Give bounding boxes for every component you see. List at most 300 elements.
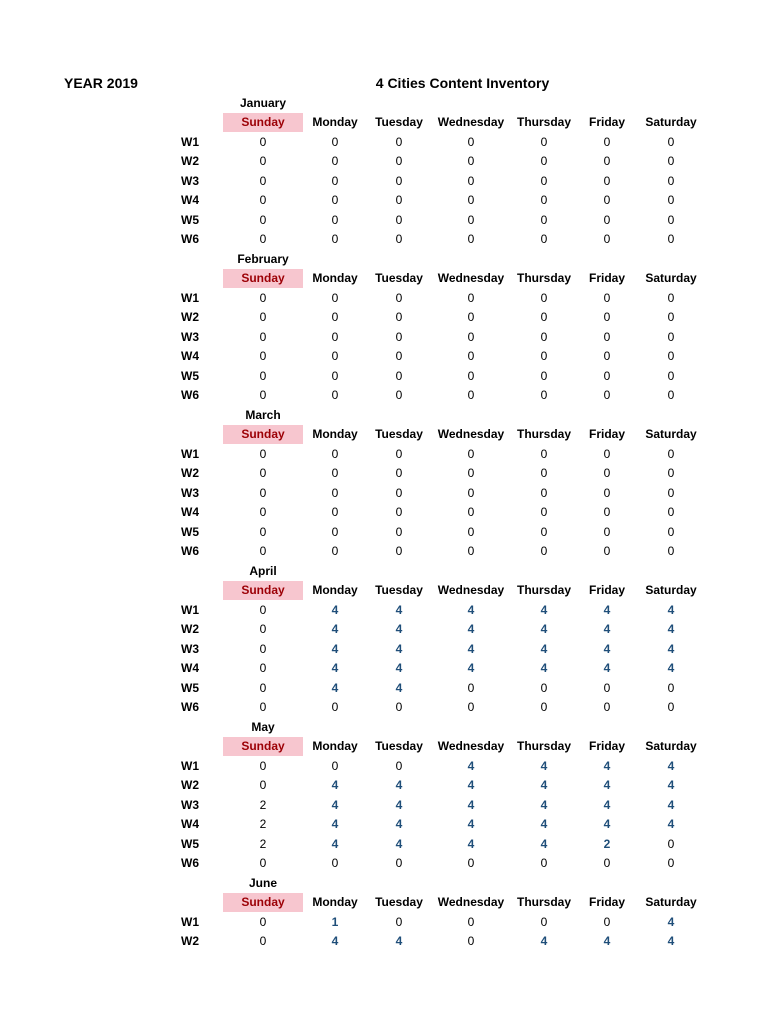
table-cell[interactable]: 0 (603, 212, 611, 227)
table-cell[interactable]: 0 (603, 154, 611, 168)
table-cell[interactable]: 0 (540, 680, 548, 695)
table-cell[interactable]: 0 (331, 466, 339, 480)
day-header-wednesday: Wednesday (437, 115, 505, 129)
table-cell[interactable]: 4 (667, 797, 675, 812)
table-cell[interactable]: 0 (540, 700, 548, 714)
month-label-february: February (237, 252, 289, 266)
table-cell[interactable]: 4 (395, 836, 403, 851)
week-label: W1 (181, 914, 199, 929)
day-header-monday: Monday (312, 427, 358, 441)
day-header-tuesday: Tuesday (375, 583, 423, 597)
table-cell[interactable]: 4 (540, 797, 548, 812)
day-header-thursday: Thursday (516, 271, 571, 285)
table-cell[interactable]: 0 (331, 758, 339, 773)
week-label: W6 (181, 856, 199, 870)
week-label: W5 (181, 524, 199, 539)
table-cell[interactable]: 0 (259, 134, 267, 149)
day-header-saturday: Saturday (645, 271, 697, 285)
table-cell[interactable]: 4 (540, 661, 548, 675)
table-cell[interactable]: 4 (331, 641, 339, 656)
table-cell[interactable]: 0 (540, 134, 548, 149)
table-cell[interactable]: 0 (331, 173, 339, 188)
table-cell[interactable]: 0 (467, 505, 475, 519)
table-cell[interactable]: 4 (667, 817, 675, 831)
table-cell[interactable]: 0 (467, 700, 475, 714)
table-cell[interactable]: 4 (603, 934, 611, 948)
table-cell[interactable]: 0 (331, 446, 339, 461)
table-cell[interactable]: 0 (603, 310, 611, 324)
table-cell[interactable]: 0 (603, 329, 611, 344)
table-cell[interactable]: 0 (395, 856, 403, 870)
table-cell[interactable]: 4 (603, 622, 611, 636)
table-cell[interactable]: 0 (667, 856, 675, 870)
table-cell[interactable]: 4 (667, 934, 675, 948)
table-cell[interactable]: 0 (667, 290, 675, 305)
table-cell[interactable]: 0 (667, 466, 675, 480)
table-cell[interactable]: 4 (540, 778, 548, 792)
week-label: W2 (181, 622, 199, 636)
day-header-friday: Friday (588, 271, 625, 285)
week-label: W5 (181, 680, 199, 695)
table-cell[interactable]: 4 (467, 602, 475, 617)
page-title: 4 Cities Content Inventory (375, 75, 550, 91)
table-cell[interactable]: 0 (467, 193, 475, 207)
table-cell[interactable]: 0 (667, 310, 675, 324)
table-cell[interactable]: 0 (467, 173, 475, 188)
table-cell[interactable]: 4 (395, 602, 403, 617)
table-cell[interactable]: 0 (467, 134, 475, 149)
table-cell[interactable]: 0 (667, 446, 675, 461)
table-cell[interactable]: 0 (467, 368, 475, 383)
week-label: W4 (181, 505, 199, 519)
table-cell[interactable]: 0 (667, 349, 675, 363)
table-cell[interactable]: 0 (467, 524, 475, 539)
table-cell[interactable]: 0 (395, 154, 403, 168)
table-cell[interactable]: 0 (331, 524, 339, 539)
week-label: W1 (181, 758, 199, 773)
table-cell[interactable]: 0 (395, 290, 403, 305)
table-cell[interactable]: 4 (603, 641, 611, 656)
table-cell[interactable]: 4 (667, 602, 675, 617)
week-label: W5 (181, 368, 199, 383)
table-cell[interactable]: 0 (603, 290, 611, 305)
table-cell[interactable]: 0 (395, 232, 403, 246)
table-cell[interactable]: 0 (603, 446, 611, 461)
day-header-sunday: Sunday (223, 269, 303, 288)
table-cell[interactable]: 0 (467, 154, 475, 168)
table-cell[interactable]: 0 (259, 232, 267, 246)
table-cell[interactable]: 0 (259, 622, 267, 636)
table-cell[interactable]: 0 (259, 212, 267, 227)
table-cell[interactable]: 0 (331, 193, 339, 207)
week-label: W4 (181, 193, 199, 207)
table-cell[interactable]: 0 (540, 329, 548, 344)
table-cell[interactable]: 4 (331, 602, 339, 617)
day-header-sunday: Sunday (223, 737, 303, 756)
table-cell[interactable]: 0 (603, 134, 611, 149)
day-header-wednesday: Wednesday (437, 271, 505, 285)
week-label: W2 (181, 466, 199, 480)
table-cell[interactable]: 0 (331, 134, 339, 149)
week-label: W2 (181, 778, 199, 792)
day-header-wednesday: Wednesday (437, 739, 505, 753)
month-label-june: June (248, 876, 277, 890)
week-label: W5 (181, 212, 199, 227)
table-cell[interactable]: 0 (331, 388, 339, 402)
table-cell[interactable]: 0 (540, 310, 548, 324)
day-header-tuesday: Tuesday (375, 739, 423, 753)
table-cell[interactable]: 4 (603, 797, 611, 812)
month-label-may: May (251, 720, 275, 734)
table-cell[interactable]: 0 (395, 700, 403, 714)
table-cell[interactable]: 0 (259, 329, 267, 344)
table-cell[interactable]: 0 (467, 934, 475, 948)
week-label: W3 (181, 173, 199, 188)
day-header-sunday: Sunday (223, 893, 303, 912)
table-cell[interactable]: 4 (667, 661, 675, 675)
day-header-thursday: Thursday (516, 583, 571, 597)
table-cell[interactable]: 0 (467, 466, 475, 480)
day-header-friday: Friday (588, 583, 625, 597)
table-cell[interactable]: 0 (259, 368, 267, 383)
table-cell[interactable]: 4 (540, 817, 548, 831)
day-header-friday: Friday (588, 895, 625, 909)
week-label: W6 (181, 544, 199, 558)
table-cell[interactable]: 0 (667, 485, 675, 500)
day-header-saturday: Saturday (645, 739, 697, 753)
table-cell[interactable]: 4 (467, 622, 475, 636)
table-cell[interactable]: 0 (667, 134, 675, 149)
table-cell[interactable]: 0 (259, 641, 267, 656)
table-cell[interactable]: 4 (540, 758, 548, 773)
table-cell[interactable]: 4 (395, 661, 403, 675)
day-header-monday: Monday (312, 271, 358, 285)
week-label: W3 (181, 329, 199, 344)
day-header-tuesday: Tuesday (375, 427, 423, 441)
table-cell[interactable]: 0 (259, 700, 267, 714)
table-cell[interactable]: 0 (540, 368, 548, 383)
table-cell[interactable]: 4 (395, 680, 403, 695)
table-cell[interactable]: 0 (395, 544, 403, 558)
table-cell[interactable]: 0 (667, 524, 675, 539)
table-cell[interactable]: 0 (259, 173, 267, 188)
table-cell[interactable]: 0 (667, 212, 675, 227)
table-cell[interactable]: 0 (603, 466, 611, 480)
week-label: W6 (181, 232, 199, 246)
day-header-wednesday: Wednesday (437, 427, 505, 441)
table-cell[interactable]: 0 (667, 154, 675, 168)
table-cell[interactable]: 4 (395, 622, 403, 636)
week-label: W2 (181, 934, 199, 948)
table-cell[interactable]: 0 (259, 934, 267, 948)
day-header-wednesday: Wednesday (437, 895, 505, 909)
table-cell[interactable]: 0 (467, 914, 475, 929)
table-cell[interactable]: 0 (259, 446, 267, 461)
table-cell[interactable]: 4 (331, 797, 339, 812)
table-cell[interactable]: 4 (467, 836, 475, 851)
table-cell[interactable]: 0 (395, 368, 403, 383)
day-header-thursday: Thursday (516, 427, 571, 441)
table-cell[interactable]: 0 (259, 914, 267, 929)
day-header-sunday: Sunday (223, 581, 303, 600)
table-cell[interactable]: 0 (331, 544, 339, 558)
table-cell[interactable]: 4 (331, 836, 339, 851)
table-cell[interactable]: 0 (259, 758, 267, 773)
table-cell[interactable]: 0 (331, 290, 339, 305)
table-cell[interactable]: 0 (331, 154, 339, 168)
table-cell[interactable]: 0 (259, 388, 267, 402)
table-cell[interactable]: 4 (467, 758, 475, 773)
table-cell[interactable]: 0 (540, 914, 548, 929)
table-cell[interactable]: 0 (331, 700, 339, 714)
week-label: W4 (181, 661, 199, 675)
table-cell[interactable]: 0 (395, 193, 403, 207)
day-header-saturday: Saturday (645, 115, 697, 129)
table-cell[interactable]: 0 (667, 680, 675, 695)
table-cell[interactable]: 0 (540, 349, 548, 363)
table-cell[interactable]: 0 (467, 485, 475, 500)
day-header-thursday: Thursday (516, 739, 571, 753)
table-cell[interactable]: 0 (395, 329, 403, 344)
table-cell[interactable]: 0 (331, 505, 339, 519)
table-cell[interactable]: 0 (331, 856, 339, 870)
table-cell[interactable]: 0 (667, 544, 675, 558)
table-cell[interactable]: 0 (395, 388, 403, 402)
table-cell[interactable]: 4 (603, 758, 611, 773)
day-header-saturday: Saturday (645, 427, 697, 441)
table-cell[interactable]: 0 (603, 505, 611, 519)
table-cell[interactable]: 4 (540, 934, 548, 948)
table-cell[interactable]: 0 (603, 193, 611, 207)
table-cell[interactable]: 0 (603, 544, 611, 558)
table-cell[interactable]: 4 (667, 778, 675, 792)
table-cell[interactable]: 0 (667, 836, 675, 851)
table-cell[interactable]: 0 (603, 485, 611, 500)
year-label: YEAR 2019 (64, 75, 138, 91)
table-cell[interactable]: 4 (667, 758, 675, 773)
table-cell[interactable]: 4 (540, 836, 548, 851)
table-cell[interactable]: 0 (667, 193, 675, 207)
day-header-saturday: Saturday (645, 583, 697, 597)
table-cell[interactable]: 0 (603, 524, 611, 539)
day-header-monday: Monday (312, 739, 358, 753)
table-cell[interactable]: 4 (603, 661, 611, 675)
table-cell[interactable]: 0 (540, 505, 548, 519)
table-cell[interactable]: 4 (667, 914, 675, 929)
day-header-monday: Monday (312, 895, 358, 909)
table-cell[interactable]: 0 (540, 154, 548, 168)
table-cell[interactable]: 4 (467, 641, 475, 656)
table-cell[interactable]: 0 (259, 505, 267, 519)
table-cell[interactable]: 4 (331, 934, 339, 948)
table-cell[interactable]: 4 (395, 934, 403, 948)
week-label: W5 (181, 836, 199, 851)
table-cell[interactable]: 0 (395, 446, 403, 461)
table-cell[interactable]: 0 (667, 700, 675, 714)
day-header-friday: Friday (588, 427, 625, 441)
month-label-april: April (249, 564, 277, 578)
table-cell[interactable]: 0 (395, 134, 403, 149)
table-cell[interactable]: 4 (395, 797, 403, 812)
table-cell[interactable]: 0 (603, 914, 611, 929)
table-cell[interactable]: 0 (259, 661, 267, 675)
table-cell[interactable]: 0 (540, 485, 548, 500)
table-cell[interactable]: 0 (667, 173, 675, 188)
table-cell[interactable]: 4 (467, 778, 475, 792)
week-label: W3 (181, 641, 199, 656)
table-cell[interactable]: 0 (259, 544, 267, 558)
month-label-january: January (239, 96, 287, 110)
table-cell[interactable]: 0 (395, 914, 403, 929)
day-header-tuesday: Tuesday (375, 115, 423, 129)
table-cell[interactable]: 0 (395, 349, 403, 363)
table-cell[interactable]: 0 (540, 524, 548, 539)
table-cell[interactable]: 4 (331, 778, 339, 792)
table-cell[interactable]: 0 (667, 368, 675, 383)
week-label: W1 (181, 134, 199, 149)
table-cell[interactable]: 0 (667, 232, 675, 246)
week-label: W4 (181, 817, 199, 831)
table-cell[interactable]: 0 (395, 505, 403, 519)
table-cell[interactable]: 0 (603, 680, 611, 695)
table-cell[interactable]: 0 (467, 680, 475, 695)
table-cell[interactable]: 4 (331, 661, 339, 675)
table-cell[interactable]: 4 (331, 817, 339, 831)
table-cell[interactable]: 4 (395, 817, 403, 831)
table-cell[interactable]: 4 (540, 602, 548, 617)
table-cell[interactable]: 4 (603, 602, 611, 617)
table-cell[interactable]: 0 (467, 232, 475, 246)
table-cell[interactable]: 0 (259, 290, 267, 305)
table-cell[interactable]: 2 (259, 836, 267, 851)
day-header-monday: Monday (312, 583, 358, 597)
day-header-friday: Friday (588, 739, 625, 753)
table-cell[interactable]: 0 (540, 173, 548, 188)
table-cell[interactable]: 0 (259, 485, 267, 500)
table-cell[interactable]: 0 (259, 524, 267, 539)
table-cell[interactable]: 4 (395, 778, 403, 792)
table-cell[interactable]: 0 (331, 485, 339, 500)
table-cell[interactable]: 4 (467, 817, 475, 831)
table-cell[interactable]: 0 (603, 349, 611, 363)
table-cell[interactable]: 2 (259, 817, 267, 831)
table-cell[interactable]: 0 (540, 544, 548, 558)
table-cell[interactable]: 0 (395, 466, 403, 480)
day-header-thursday: Thursday (516, 895, 571, 909)
table-cell[interactable]: 0 (467, 544, 475, 558)
table-cell[interactable]: 0 (395, 173, 403, 188)
week-label: W1 (181, 290, 199, 305)
day-header-saturday: Saturday (645, 895, 697, 909)
table-cell[interactable]: 2 (603, 836, 611, 851)
table-cell[interactable]: 0 (467, 310, 475, 324)
table-cell[interactable]: 0 (259, 778, 267, 792)
table-cell[interactable]: 0 (667, 505, 675, 519)
table-cell[interactable]: 4 (331, 622, 339, 636)
table-cell[interactable]: 0 (331, 232, 339, 246)
table-cell[interactable]: 0 (540, 466, 548, 480)
table-cell[interactable]: 0 (603, 232, 611, 246)
table-cell[interactable]: 0 (540, 212, 548, 227)
day-header-tuesday: Tuesday (375, 271, 423, 285)
table-cell[interactable]: 0 (540, 388, 548, 402)
table-cell[interactable]: 0 (467, 349, 475, 363)
table-cell[interactable]: 0 (331, 349, 339, 363)
table-cell[interactable]: 0 (395, 212, 403, 227)
table-cell[interactable]: 0 (259, 680, 267, 695)
table-cell[interactable]: 0 (540, 232, 548, 246)
table-cell[interactable]: 0 (603, 856, 611, 870)
table-cell[interactable]: 0 (395, 524, 403, 539)
table-cell[interactable]: 0 (540, 446, 548, 461)
table-cell[interactable]: 0 (395, 310, 403, 324)
month-label-march: March (245, 408, 281, 422)
table-cell[interactable]: 4 (667, 622, 675, 636)
table-cell[interactable]: 0 (259, 466, 267, 480)
table-cell[interactable]: 4 (540, 641, 548, 656)
table-cell[interactable]: 0 (259, 602, 267, 617)
table-cell[interactable]: 0 (603, 388, 611, 402)
table-cell[interactable]: 0 (467, 388, 475, 402)
table-cell[interactable]: 0 (603, 700, 611, 714)
table-cell[interactable]: 0 (259, 154, 267, 168)
table-cell[interactable]: 0 (540, 193, 548, 207)
table-cell[interactable]: 4 (395, 641, 403, 656)
table-cell[interactable]: 4 (467, 797, 475, 812)
table-cell[interactable]: 0 (540, 856, 548, 870)
table-cell[interactable]: 0 (603, 368, 611, 383)
table-cell[interactable]: 0 (667, 388, 675, 402)
table-cell[interactable]: 0 (467, 290, 475, 305)
table-cell[interactable]: 4 (603, 817, 611, 831)
table-cell[interactable]: 0 (395, 758, 403, 773)
table-cell[interactable]: 0 (467, 856, 475, 870)
table-cell[interactable]: 2 (259, 797, 267, 812)
table-cell[interactable]: 0 (540, 290, 548, 305)
week-label: W3 (181, 797, 199, 812)
week-label: W2 (181, 310, 199, 324)
day-header-tuesday: Tuesday (375, 895, 423, 909)
table-cell[interactable]: 0 (259, 856, 267, 870)
day-header-wednesday: Wednesday (437, 583, 505, 597)
week-label: W1 (181, 602, 199, 617)
table-cell[interactable]: 4 (540, 622, 548, 636)
table-cell[interactable]: 0 (259, 193, 267, 207)
table-cell[interactable]: 0 (259, 310, 267, 324)
week-label: W6 (181, 388, 199, 402)
day-header-thursday: Thursday (516, 115, 571, 129)
table-cell[interactable]: 1 (331, 914, 339, 929)
table-cell[interactable]: 4 (331, 680, 339, 695)
table-cell[interactable]: 0 (667, 329, 675, 344)
day-header-sunday: Sunday (223, 425, 303, 444)
table-cell[interactable]: 0 (467, 212, 475, 227)
table-cell[interactable]: 0 (331, 329, 339, 344)
table-cell[interactable]: 0 (395, 485, 403, 500)
table-cell[interactable]: 0 (467, 446, 475, 461)
table-cell[interactable]: 0 (603, 173, 611, 188)
table-cell[interactable]: 4 (467, 661, 475, 675)
table-cell[interactable]: 0 (331, 310, 339, 324)
table-cell[interactable]: 0 (331, 368, 339, 383)
table-cell[interactable]: 0 (331, 212, 339, 227)
table-cell[interactable]: 4 (667, 641, 675, 656)
week-label: W2 (181, 154, 199, 168)
table-cell[interactable]: 4 (603, 778, 611, 792)
day-header-friday: Friday (588, 115, 625, 129)
table-cell[interactable]: 0 (467, 329, 475, 344)
table-cell[interactable]: 0 (259, 349, 267, 363)
